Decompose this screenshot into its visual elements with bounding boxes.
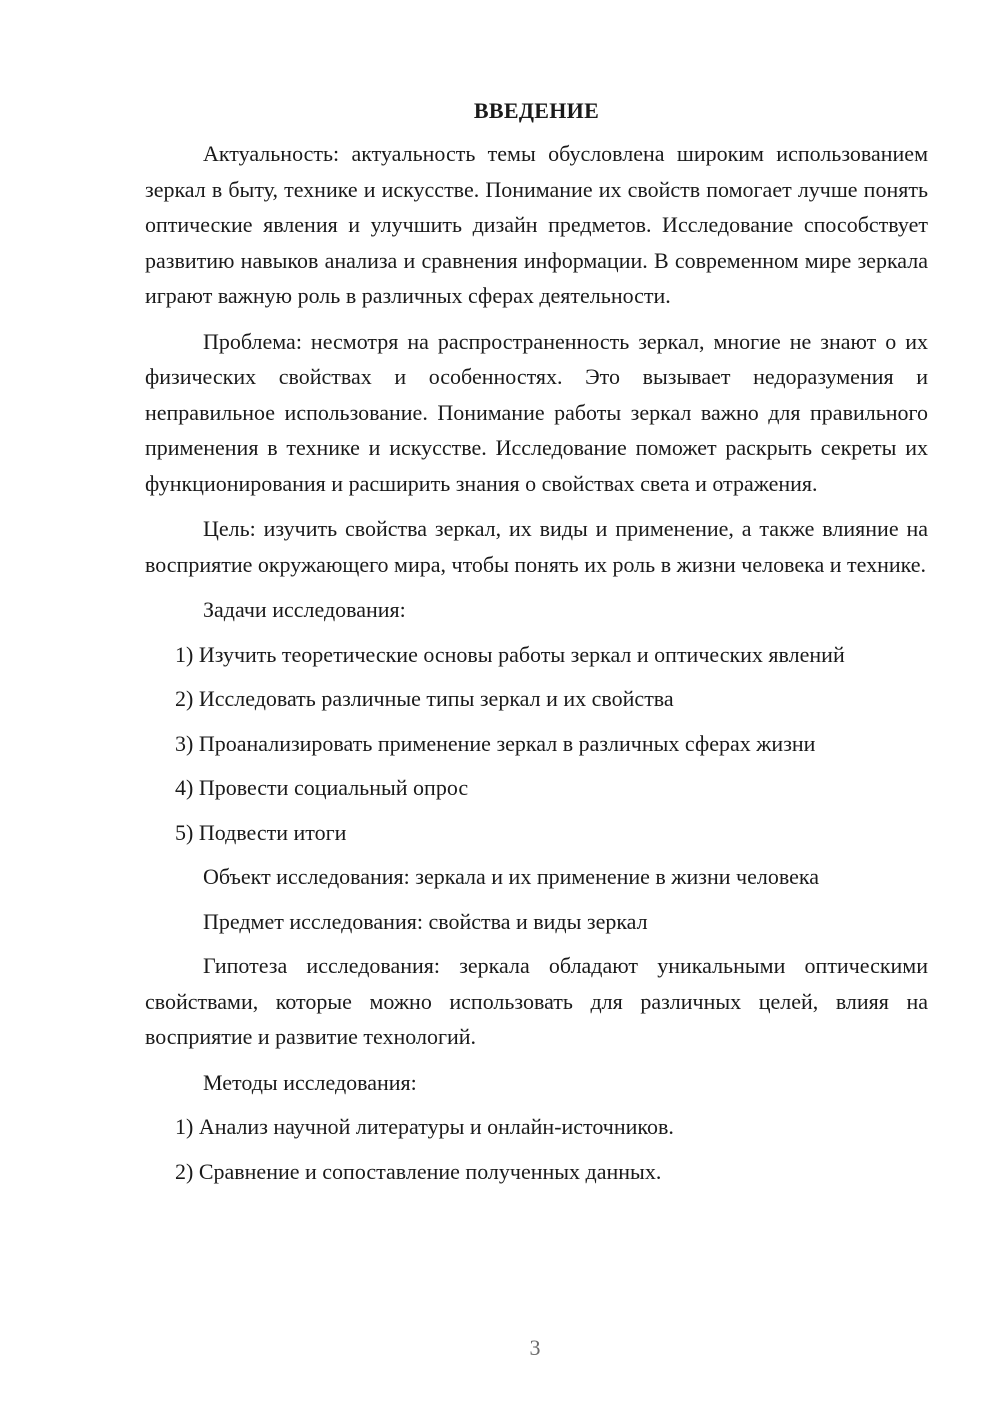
goal-paragraph: Цель: изучить свойства зеркал, их виды и применение, а также влияние на восприятие окружающего мира, чтобы понять их роль в жизни человека и технике. <box>145 516 928 577</box>
problem-paragraph: Проблема: несмотря на распространенность зеркал, многие не знают о их физических свойствах и особенностях. Это вызывает недоразумения и неправильное использование. Понимание работы зеркал важно для правильного применения в технике и искусстве. Исследование поможет раскрыть секреты их функционирования и расширить знания о свойствах света и отражения. <box>145 328 928 496</box>
list-item: 1) Анализ научной литературы и онлайн-источников. <box>175 1114 674 1139</box>
methods-heading: Методы исследования: <box>203 1069 417 1095</box>
list-item: 2) Сравнение и сопоставление полученных данных. <box>175 1158 662 1184</box>
tasks-list <box>145 637 928 851</box>
list-item: 1) Изучить теоретические основы работы зеркал и оптических явлений <box>175 641 845 667</box>
list-item: 5) Подвести итоги <box>175 819 347 845</box>
methods-list <box>145 1109 928 1189</box>
hypothesis-paragraph: Гипотеза исследования: зеркала обладают уникальными оптическими свойствами, которые можно использовать для различных целей, влияя на восприятие и развитие технологий. <box>145 953 928 1049</box>
relevance-paragraph: Актуальность: актуальность темы обусловлена широким использованием зеркал в быту, технике и искусстве. Понимание их свойств помогает лучше понять оптические явления и улучшить дизайн предметов. Исследование способствует развитию навыков анализа и сравнения информации. В современном мире зеркала играют важную роль в различных сферах деятельности. <box>145 141 928 308</box>
subject-paragraph: Предмет исследования: свойства и виды зеркал <box>203 908 648 934</box>
list-item: 4) Провести социальный опрос <box>175 775 469 800</box>
section-title: ВВЕДЕНИЕ <box>473 98 600 123</box>
object-paragraph: Объект исследования: зеркала и их применение в жизни человека <box>203 864 819 889</box>
tasks-heading: Задачи исследования: <box>203 597 406 622</box>
document-page <box>145 96 928 1189</box>
list-item: 2) Исследовать различные типы зеркал и их свойства <box>175 686 674 711</box>
page-number: 3 <box>529 1335 541 1360</box>
list-item: 3) Проанализировать применение зеркал в различных сферах жизни <box>175 730 816 756</box>
